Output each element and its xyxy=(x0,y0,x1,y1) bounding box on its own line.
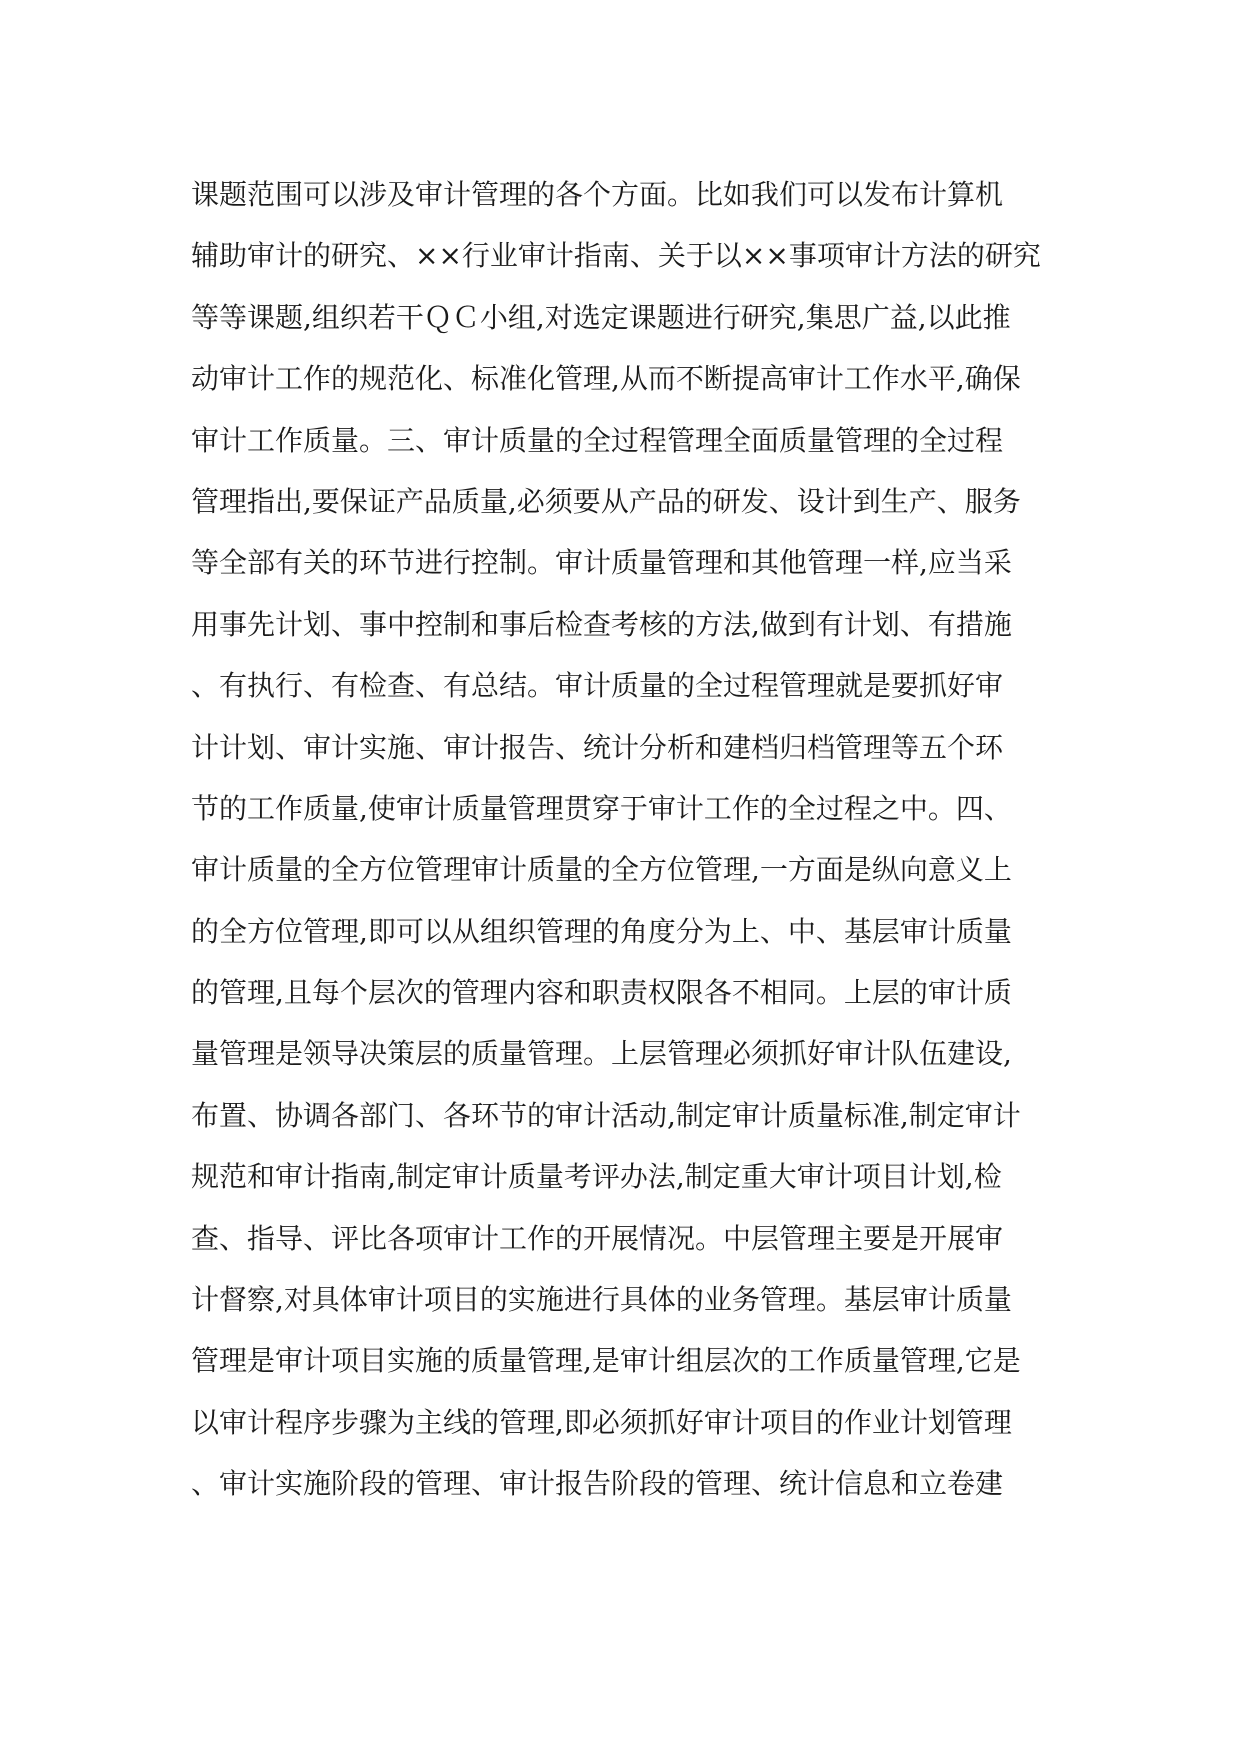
text-line: 课题范围可以涉及审计管理的各个方面。比如我们可以发布计算机 xyxy=(191,178,1004,211)
text-line: 等等课题,组织若干ＱＣ小组,对选定课题进行研究,集思广益,以此推 xyxy=(191,300,1011,334)
text-line: 布置、协调各部门、各环节的审计活动,制定审计质量标准,制定审计 xyxy=(191,1098,1021,1132)
text-line: 节的工作质量,使审计质量管理贯穿于审计工作的全过程之中。四、 xyxy=(191,791,1012,825)
text-line: 辅助审计的研究、××行业审计指南、关于以××事项审计方法的研究 xyxy=(191,239,1041,273)
text-line: 管理指出,要保证产品质量,必须要从产品的研发、设计到生产、服务 xyxy=(191,484,1021,518)
text-line: 动审计工作的规范化、标准化管理,从而不断提高审计工作水平,确保 xyxy=(191,362,1021,396)
text-line: 的管理,且每个层次的管理内容和职责权限各不相同。上层的审计质 xyxy=(191,976,1012,1010)
text-line: 审计工作质量。三、审计质量的全过程管理全面质量管理的全过程 xyxy=(191,423,1004,457)
text-line: 审计质量的全方位管理审计质量的全方位管理,一方面是纵向意义上 xyxy=(191,853,1012,887)
text-line: 管理是审计项目实施的质量管理,是审计组层次的工作质量管理,它是 xyxy=(191,1344,1021,1378)
text-line: 的全方位管理,即可以从组织管理的角度分为上、中、基层审计质量 xyxy=(191,914,1012,948)
text-line: 用事先计划、事中控制和事后检查考核的方法,做到有计划、有措施 xyxy=(191,607,1012,641)
text-line: 规范和审计指南,制定审计质量考评办法,制定重大审计项目计划,检 xyxy=(191,1160,1002,1194)
body-text xyxy=(191,164,1071,1515)
text-line: 计督察,对具体审计项目的实施进行具体的业务管理。基层审计质量 xyxy=(191,1283,1012,1317)
text-line: 以审计程序步骤为主线的管理,即必须抓好审计项目的作业计划管理 xyxy=(191,1405,1012,1439)
text-line: 查、指导、评比各项审计工作的开展情况。中层管理主要是开展审 xyxy=(191,1221,1004,1255)
text-line: 计计划、审计实施、审计报告、统计分析和建档归档管理等五个环 xyxy=(191,730,1004,764)
text-line: 量管理是领导决策层的质量管理。上层管理必须抓好审计队伍建设, xyxy=(191,1037,1012,1071)
text-line: 、有执行、有检查、有总结。审计质量的全过程管理就是要抓好审 xyxy=(191,669,1004,703)
text-line: 、审计实施阶段的管理、审计报告阶段的管理、统计信息和立卷建 xyxy=(191,1467,1004,1501)
text-line: 等全部有关的环节进行控制。审计质量管理和其他管理一样,应当采 xyxy=(191,546,1012,580)
